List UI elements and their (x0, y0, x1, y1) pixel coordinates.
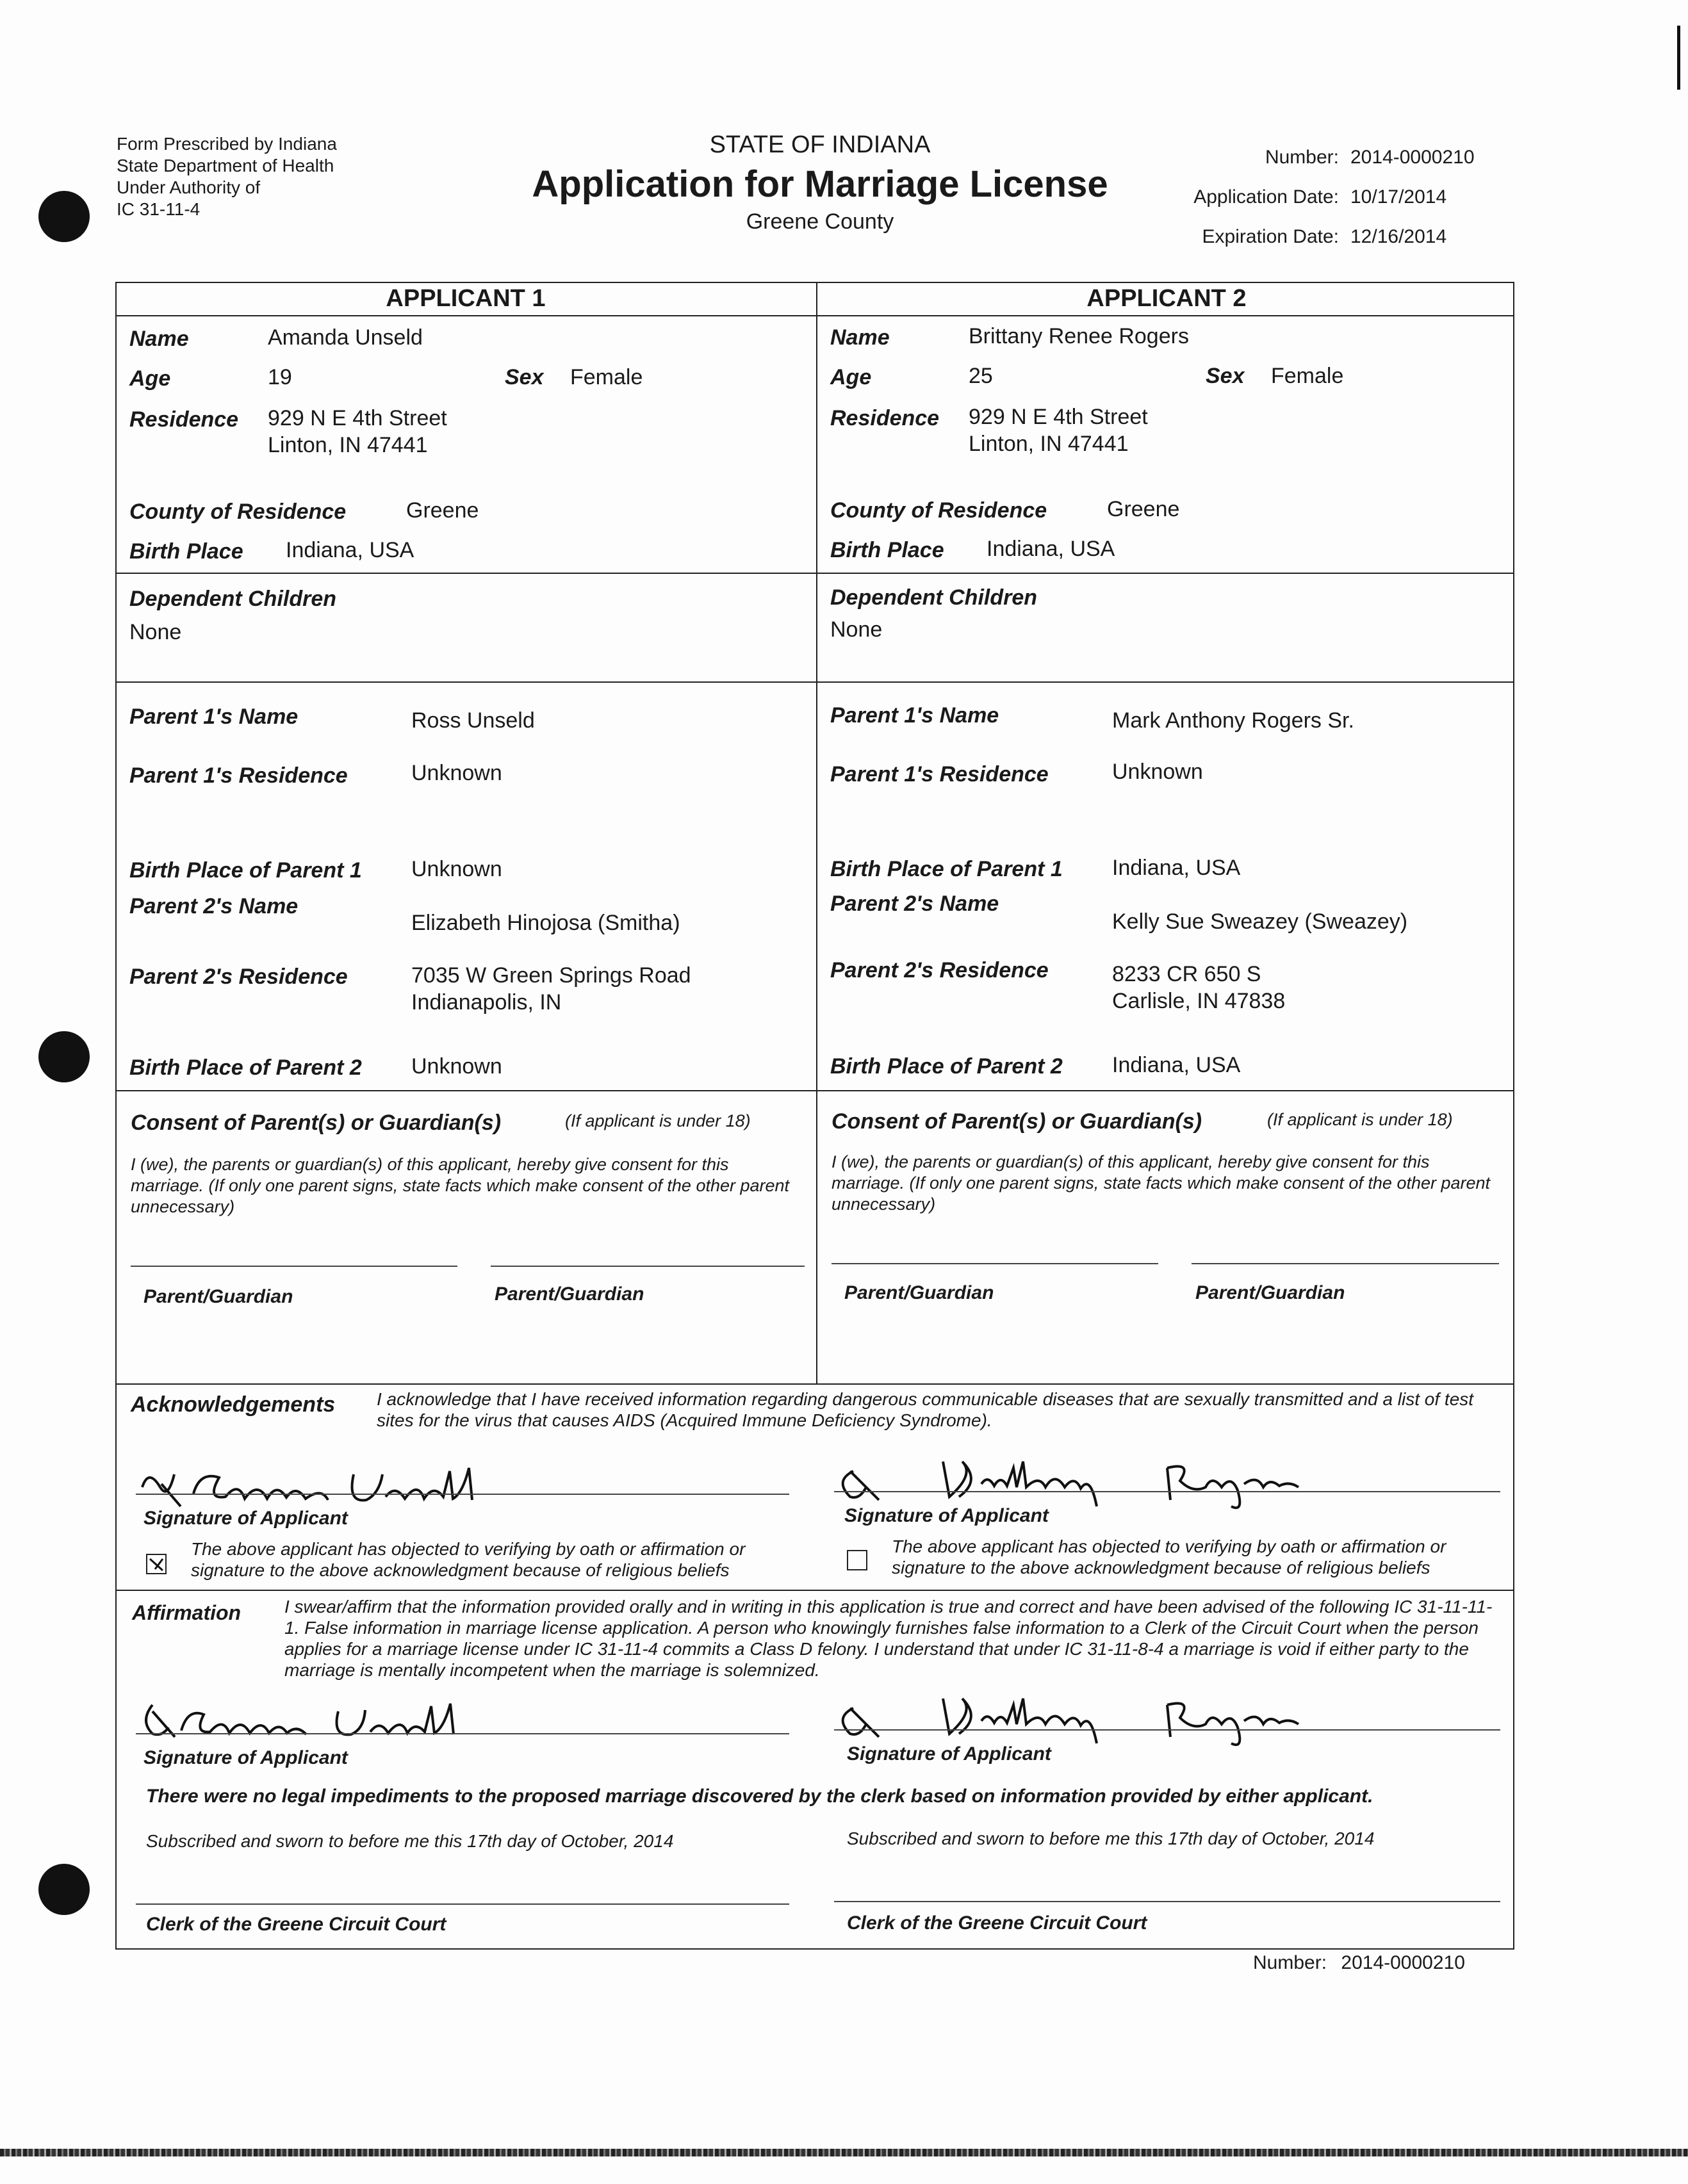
parent-guardian-label: Parent/Guardian (143, 1286, 293, 1307)
applicant1-clerk-label: Clerk of the Greene Circuit Court (146, 1914, 447, 1935)
name-label: Name (129, 327, 189, 351)
applicant1-objection-text: The above applicant has objected to verifying by oath or affirmation or signature to the above acknowledgment because of religious beliefs (191, 1539, 746, 1580)
birth-place-parent2-label: Birth Place of Parent 2 (830, 1054, 1063, 1079)
affirmation-title: Affirmation (132, 1601, 242, 1624)
birth-place-parent1-label: Birth Place of Parent 1 (129, 858, 362, 883)
county-of-residence-label: County of Residence (129, 500, 347, 524)
applicant1-residence-line2: Linton, IN 47441 (268, 433, 428, 457)
scan-bottom-strip (0, 2149, 1688, 2156)
applicant2-age: 25 (969, 364, 993, 388)
consent-text: I (we), the parents or guardian(s) of this applicant, hereby give consent for this marriage. (If only one parent signs, state facts which make consent of the other parent unnecessary) (832, 1152, 1491, 1214)
form-number: 2014-0000210 (1350, 147, 1475, 168)
applicant1-parent2-residence-line2: Indianapolis, IN (411, 990, 562, 1015)
applicant2-affirmation-signature-line (834, 1729, 1500, 1731)
applicant1-age: 19 (268, 365, 292, 389)
application-date-label: Application Date: (1193, 186, 1339, 208)
parent-guardian-signature-line (1192, 1263, 1499, 1264)
rule (117, 681, 1513, 683)
name-label: Name (830, 325, 890, 350)
scan-edge-mark (1677, 26, 1680, 90)
county-name: Greene County (746, 209, 894, 234)
applicant2-residence-line1: 929 N E 4th Street (969, 405, 1148, 429)
rule (117, 1383, 1513, 1385)
dependent-children-label: Dependent Children (830, 585, 1038, 610)
parent-guardian-signature-line (491, 1266, 805, 1267)
rule (117, 1090, 1513, 1091)
residence-label: Residence (830, 406, 940, 430)
parent1-name-label: Parent 1's Name (129, 705, 299, 729)
column-divider (816, 283, 817, 1383)
applicant1-dependent-children: None (129, 620, 182, 644)
parent-guardian-signature-line (832, 1263, 1158, 1264)
dependent-children-label: Dependent Children (129, 587, 337, 611)
applicant1-affirmation-signature (133, 1686, 492, 1750)
applicant1-acknowledgement-signature-line (136, 1494, 789, 1495)
applicant2-acknowledgement-signature-line (834, 1491, 1500, 1492)
check-mark-icon (147, 1555, 165, 1573)
sex-label: Sex (1206, 364, 1245, 388)
footer-number (1253, 1952, 1465, 1974)
form-prescribed-block (117, 133, 337, 220)
applicant2-objection-text: The above applicant has objected to verifying by oath or affirmation or signature to the above acknowledgment because of religious beliefs (892, 1536, 1446, 1577)
birth-place-parent1-label: Birth Place of Parent 1 (830, 857, 1063, 881)
birth-place-label: Birth Place (129, 539, 243, 564)
applicant2-birth-place-parent2: Indiana, USA (1112, 1053, 1241, 1077)
applicant1-heading: APPLICANT 1 (386, 285, 546, 312)
applicant2-sex: Female (1271, 364, 1344, 388)
applicant2-parent1-name: Mark Anthony Rogers Sr. (1112, 708, 1354, 733)
clerk-signature-line (136, 1903, 789, 1905)
parent-guardian-label: Parent/Guardian (495, 1284, 644, 1305)
parent-guardian-label: Parent/Guardian (844, 1282, 994, 1303)
residence-label: Residence (129, 407, 239, 432)
form-title-block (500, 131, 1140, 234)
parent-guardian-signature-line (131, 1266, 457, 1267)
expiration-date: 12/16/2014 (1350, 226, 1447, 247)
applicant2-county: Greene (1107, 497, 1180, 521)
applicant1-residence-line1: 929 N E 4th Street (268, 406, 447, 430)
applicant2-parent2-name: Kelly Sue Sweazey (Sweazey) (1112, 909, 1408, 934)
parent1-residence-label: Parent 1's Residence (830, 762, 1049, 786)
parent-guardian-label: Parent/Guardian (1195, 1282, 1345, 1303)
applicant1-birth-place-parent2: Unknown (411, 1054, 502, 1079)
parent2-name-label: Parent 2's Name (129, 894, 299, 918)
applicant1-sex: Female (570, 365, 643, 389)
applicant2-parent1-residence: Unknown (1112, 760, 1203, 784)
applicant2-heading: APPLICANT 2 (1086, 285, 1247, 312)
applicant1-parent1-residence: Unknown (411, 761, 502, 785)
applicant2-parent2-residence-line2: Carlisle, IN 47838 (1112, 989, 1286, 1013)
expiration-date-label: Expiration Date: (1202, 226, 1339, 247)
rule (117, 315, 1513, 316)
consent-note: (If applicant is under 18) (1267, 1110, 1453, 1129)
consent-title: Consent of Parent(s) or Guardian(s) (832, 1109, 1202, 1134)
acknowledgements-text: I acknowledge that I have received information regarding dangerous communicable diseases that are sexually transmitted and a list of test sites for the virus that causes AIDS (Acquired Immune Deficiency Syndrome). (377, 1389, 1474, 1430)
parent2-name-label: Parent 2's Name (830, 892, 999, 916)
applicant1-objection-checkbox[interactable] (146, 1554, 167, 1574)
rule (117, 1590, 1513, 1591)
parent2-residence-label: Parent 2's Residence (830, 958, 1049, 982)
signature-of-applicant-label: Signature of Applicant (847, 1743, 1051, 1764)
birth-place-label: Birth Place (830, 538, 944, 562)
applicant2-objection-checkbox[interactable] (847, 1550, 867, 1570)
applicant2-dependent-children: None (830, 617, 883, 642)
signature-of-applicant-label: Signature of Applicant (844, 1505, 1049, 1526)
applicant2-birth-place: Indiana, USA (987, 537, 1115, 561)
applicant1-birth-place: Indiana, USA (286, 538, 414, 562)
consent-title: Consent of Parent(s) or Guardian(s) (131, 1111, 502, 1135)
applicant1-subscribed-text: Subscribed and sworn to before me this 17th day of October, 2014 (146, 1831, 674, 1851)
application-date: 10/17/2014 (1350, 186, 1447, 208)
applicant2-parent2-residence-line1: 8233 CR 650 S (1112, 962, 1261, 986)
form-title: Application for Marriage License (532, 163, 1108, 205)
sex-label: Sex (505, 365, 544, 389)
punch-hole-bottom (38, 1864, 90, 1915)
signature-of-applicant-label: Signature of Applicant (143, 1508, 348, 1529)
form-meta-block (1153, 138, 1475, 257)
prescribed-line: Form Prescribed by Indiana (117, 134, 337, 154)
acknowledgements-title: Acknowledgements (131, 1392, 336, 1417)
applicant2-residence-line2: Linton, IN 47441 (969, 432, 1129, 456)
applicant1-parent1-name: Ross Unseld (411, 708, 535, 733)
applicant1-birth-place-parent1: Unknown (411, 857, 502, 881)
signature-of-applicant-label: Signature of Applicant (143, 1747, 348, 1768)
number-label: Number: (1265, 147, 1339, 168)
consent-note: (If applicant is under 18) (565, 1111, 751, 1130)
clerk-signature-line (834, 1901, 1500, 1902)
footer-number-value: 2014-0000210 (1341, 1952, 1465, 1973)
punch-hole-middle (38, 1031, 90, 1082)
rule (117, 573, 1513, 574)
applicant1-parent2-name: Elizabeth Hinojosa (Smitha) (411, 911, 680, 935)
applicant1-affirmation-signature-line (136, 1733, 789, 1734)
county-of-residence-label: County of Residence (830, 498, 1047, 523)
state-name: STATE OF INDIANA (709, 131, 931, 158)
applicant1-county: Greene (406, 498, 479, 523)
parent1-residence-label: Parent 1's Residence (129, 763, 348, 788)
prescribed-line: IC 31-11-4 (117, 199, 201, 219)
impediments-statement: There were no legal impediments to the proposed marriage discovered by the clerk based on information provided by either applicant. (146, 1786, 1373, 1807)
prescribed-line: Under Authority of (117, 177, 261, 197)
punch-hole-top (38, 191, 90, 242)
age-label: Age (129, 366, 171, 391)
applicant2-clerk-label: Clerk of the Greene Circuit Court (847, 1912, 1147, 1934)
parent2-residence-label: Parent 2's Residence (129, 965, 348, 989)
applicant2-subscribed-text: Subscribed and sworn to before me this 17th day of October, 2014 (847, 1829, 1375, 1848)
age-label: Age (830, 365, 872, 389)
applicant2-name: Brittany Renee Rogers (969, 324, 1189, 348)
applicant2-birth-place-parent1: Indiana, USA (1112, 856, 1241, 880)
applicant1-parent2-residence-line1: 7035 W Green Springs Road (411, 963, 691, 988)
application-form (115, 282, 1514, 1950)
parent1-name-label: Parent 1's Name (830, 703, 999, 728)
consent-text: I (we), the parents or guardian(s) of this applicant, hereby give consent for this marriage. (If only one parent signs, state facts which make consent of the other parent unnecessary) (131, 1155, 790, 1216)
footer-number-label: Number: (1253, 1952, 1327, 1973)
affirmation-text: I swear/affirm that the information provided orally and in writing in this application is true and correct and have been advised of the following IC 31-11-11-1. False information in marriage license application. A person who knowingly furnishes false information to a Clerk of the Circuit Court when the person applies for a marriage license under IC 31-11-4 commits a Class D felony. I understand that under IC 31-11-8-4 a marriage is void if either party to the marriage is mentally incompetent when the marriage is solemnized. (284, 1597, 1493, 1680)
applicant1-name: Amanda Unseld (268, 325, 423, 350)
prescribed-line: State Department of Health (117, 156, 334, 175)
birth-place-parent2-label: Birth Place of Parent 2 (129, 1055, 362, 1080)
